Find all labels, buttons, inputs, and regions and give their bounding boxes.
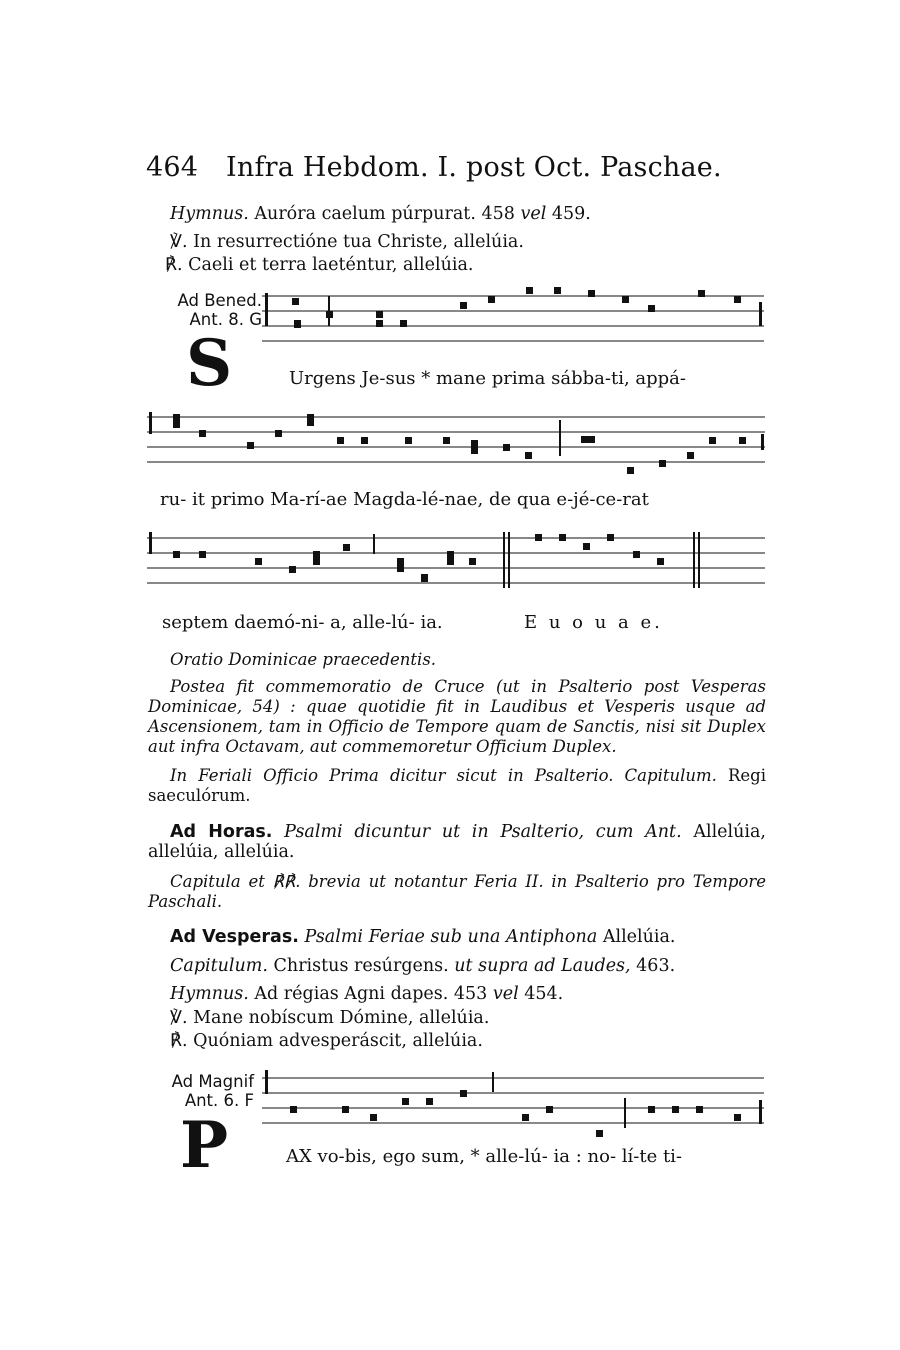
capitulum-page: 463. [636, 956, 676, 976]
antiphon-1-label-line1: Ad Bened. [177, 291, 262, 310]
hymnus-text: Auróra caelum púrpurat. 458 [254, 204, 515, 224]
staff-1 [262, 290, 764, 356]
antiphon-1-label-line2: Ant. 8. G [189, 310, 262, 329]
ad-horas-heading: Ad Horas. [170, 822, 273, 842]
staff-2 [147, 412, 765, 472]
hymnus-line-2 [170, 984, 563, 1005]
ad-vesperas-line [170, 927, 675, 948]
capitula-paragraph: Capitula et ℟℟. brevia ut notantur Feria II. in Psalterio pro Tempore Paschali. [148, 872, 766, 911]
capitulum-text: Christus resúrgens. [273, 956, 449, 976]
ad-horas-paragraph [148, 822, 766, 862]
page-header [146, 152, 722, 183]
ad-vesperas-italic: Psalmi Feriae sub una Antiphona [304, 927, 598, 947]
hymnus-label: Hymnus. [170, 204, 249, 224]
postea-paragraph: Postea fit commemoratio de Cruce (ut in Psalterio post Vesperas Dominicae, 54) : quae quotidie fit in Laudibus et Vesperis usque ad Ascensionem, tam in Officio de Tempore quam de Sanctis, nisi sit Duplex aut infra Octavam, aut commemoretur Officium Duplex. [148, 677, 766, 756]
staff-3 [147, 530, 765, 592]
feriali-paragraph [148, 766, 766, 806]
hymnus-vel: vel [520, 204, 547, 224]
feriali-italic: In Feriali Officio Prima dicitur sicut in Psalterio. Capitulum. [170, 766, 717, 785]
antiphon-1-lyrics-line3: septem daemó-ni- a, alle-lú- ia. [162, 612, 443, 633]
antiphon-1-lyrics-line1: Urgens Je-sus * mane prima sábba-ti, appá- [289, 368, 686, 389]
hymnus-2-alt: 454. [524, 984, 564, 1004]
antiphon-2-label-line2: Ant. 6. F [184, 1091, 254, 1110]
capitulum-line [170, 956, 675, 977]
hymnus-2-label: Hymnus. [170, 984, 249, 1004]
antiphon-2-initial: P [180, 1108, 229, 1183]
hymnus-2-vel: vel [492, 984, 519, 1004]
antiphon-2-label-line1: Ad Magnif [171, 1072, 254, 1091]
versicle-2: ℣. Mane nobíscum Dómine, allelúia. [170, 1008, 490, 1028]
hymnus-line-1 [170, 204, 591, 225]
hymnus-alt: 459. [551, 204, 591, 224]
ad-vesperas-roman: Allelúia. [602, 927, 676, 947]
ad-vesperas-heading: Ad Vesperas. [170, 927, 299, 947]
page-title: Infra Hebdom. I. post Oct. Paschae. [226, 152, 722, 183]
staff-4 [262, 1070, 764, 1138]
oratio-note: Oratio Dominicae praecedentis. [170, 650, 437, 669]
antiphon-1-initial: S [186, 326, 233, 401]
antiphon-2-label [140, 1072, 254, 1110]
antiphon-2-lyrics-line1: AX vo-bis, ego sum, * alle-lú- ia : no- lí-te ti- [286, 1146, 683, 1167]
hymnus-2-text: Ad régias Agni dapes. 453 [254, 984, 488, 1004]
response-2: ℟. Quóniam advesperáscit, allelúia. [170, 1031, 483, 1051]
capitulum-italic: ut supra ad Laudes, [454, 956, 631, 976]
page-number: 464 [146, 152, 199, 183]
antiphon-1-lyrics-line2: ru- it primo Ma-rí-ae Magda-lé-nae, de qua e-jé-ce-rat [160, 489, 649, 510]
versicle-1: ℣. In resurrectióne tua Christe, allelúia. [170, 232, 524, 252]
capitulum-label: Capitulum. [170, 956, 268, 976]
response-1: ℟. Caeli et terra laeténtur, allelúia. [165, 255, 474, 275]
antiphon-1-label [148, 291, 262, 329]
ad-horas-italic: Psalmi dicuntur ut in Psalterio, cum Ant. [284, 822, 682, 842]
antiphon-1-euouae: E u o u a e. [524, 612, 663, 633]
feriali-roman: Regi saeculórum. [148, 766, 767, 805]
ad-horas-roman: Allelúia, allelúia, allelúia. [148, 822, 766, 862]
